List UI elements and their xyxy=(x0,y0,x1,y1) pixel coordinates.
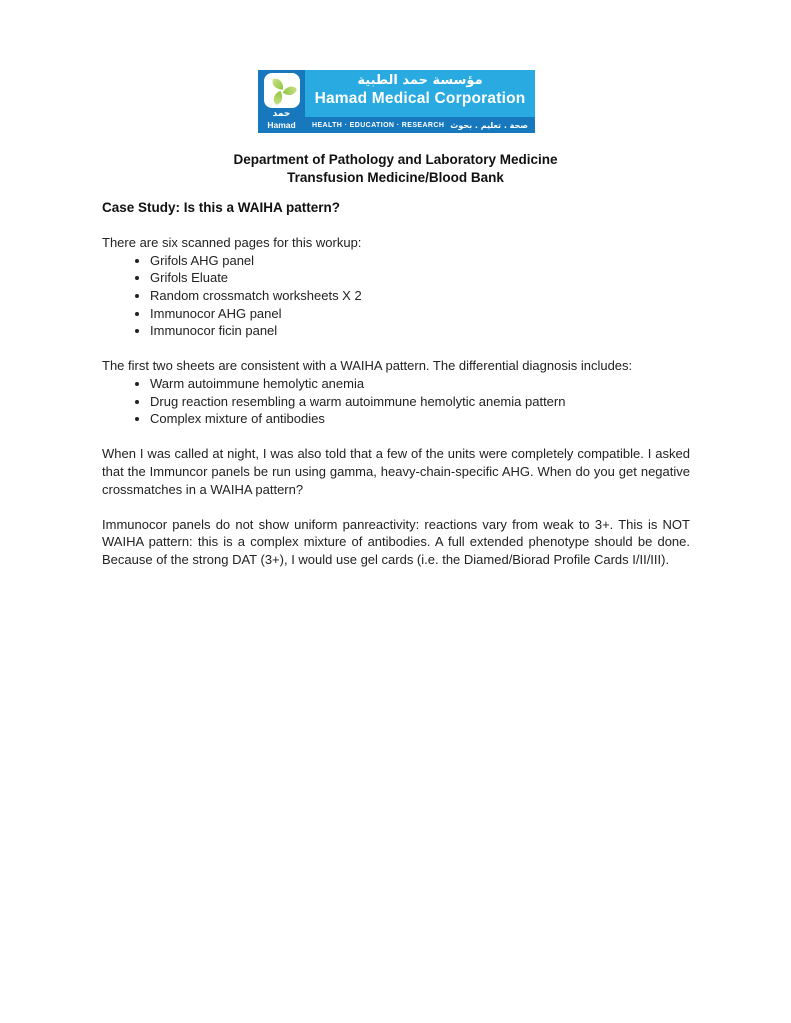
night-call-paragraph: When I was called at night, I was also told that a few of the units were completely compatible. I asked that the Immuncor panels be run using gamma, heavy-chain-specific AHG. When do you get negative crossmatches in a WAIHA pattern? xyxy=(102,446,690,497)
differential-paragraph: The first two sheets are consistent with a WAIHA pattern. The differential diagnosis includes: xyxy=(102,358,633,374)
hamad-leaf-icon xyxy=(267,76,297,106)
list-item: • Grifols Eluate xyxy=(150,269,690,287)
logo-tagline-english: HEALTH · EDUCATION · RESEARCH xyxy=(312,121,445,129)
list-item: • Complex mixture of antibodies xyxy=(150,410,690,428)
list-item: • Warm autoimmune hemolytic anemia xyxy=(150,375,690,393)
hmc-logo xyxy=(258,70,535,133)
list-item: • Immunocor AHG panel xyxy=(150,305,690,323)
case-study-title: Case Study: Is this a WAIHA pattern? xyxy=(102,200,341,215)
list-item: • Random crossmatch worksheets X 2 xyxy=(150,287,690,305)
logo-mark-arabic: حمد xyxy=(272,109,291,119)
list-item: • Immunocor ficin panel xyxy=(150,322,690,340)
department-title: Department of Pathology and Laboratory Medicine xyxy=(233,152,558,167)
document-body xyxy=(102,199,690,568)
conclusion-paragraph: Immunocor panels do not show uniform panreactivity: reactions vary from weak to 3+. This is NOT WAIHA pattern: this is a complex mixture of antibodies. A full extended phenotype should be done. Because of the strong DAT (3+), I would use gel cards (i.e. the Diamed/Biorad Profile Cards I/II/III). xyxy=(102,516,690,567)
division-title: Transfusion Medicine/Blood Bank xyxy=(287,169,504,185)
hmc-logo-text-panel xyxy=(305,70,535,133)
list-item: • Grifols AHG panel xyxy=(150,252,690,270)
hmc-logo-names xyxy=(305,70,535,117)
logo-mark-english: Hamad xyxy=(267,120,296,130)
document-header xyxy=(0,151,791,186)
workup-list xyxy=(102,252,690,340)
hamad-leaf-logo-box xyxy=(264,73,300,108)
hmc-logo-mark-panel xyxy=(258,70,305,133)
logo-tagline-arabic: صحة . تعليم . بحوث xyxy=(450,120,528,130)
intro-paragraph: There are six scanned pages for this workup: xyxy=(102,235,362,251)
hmc-logo-tagline-strip xyxy=(305,117,535,133)
logo-name-english: Hamad Medical Corporation xyxy=(314,90,526,107)
list-item: • Drug reaction resembling a warm autoimmune hemolytic anemia pattern xyxy=(150,393,690,411)
logo-name-arabic: مؤسسة حمد الطبية xyxy=(357,73,483,88)
differential-list xyxy=(102,375,690,428)
